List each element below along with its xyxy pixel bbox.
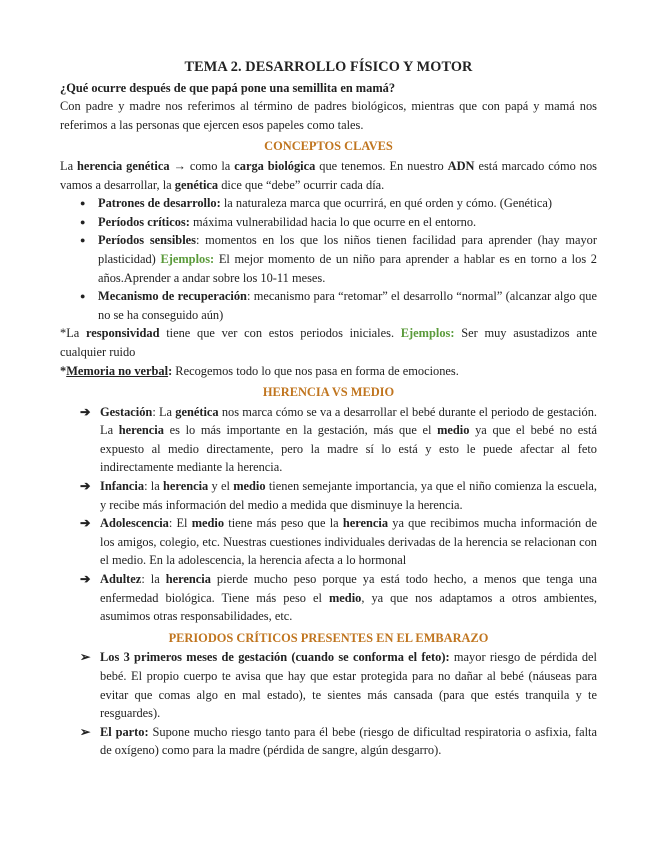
conceptos-paragraph: La herencia genética → como la carga biológica que tenemos. En nuestro ADN está marcado cómo nos vamos a desarrollar, la genética dice que “debe” ocurrir cada día. [60,158,597,192]
note-responsividad: *La responsividad tiene que ver con estos periodos iniciales. Ejemplos: Ser muy asustadizos ante cualquier ruido [60,326,597,359]
list-item: ➔ Adolescencia: El medio tiene más peso que la herencia ya que recibimos mucha información de los amigos, colegio, etc. Nuestras cuestiones individuales derivadas de la herencia se relacionan con el medio. En la adolescencia, la herencia afecta a lo hormonal [80,516,598,568]
list-item: ● Períodos críticos: máxima vulnerabilidad hacia lo que ocurre en el entorno. [98,213,597,232]
section-heading-conceptos: CONCEPTOS CLAVES [264,139,393,154]
herencia-list [60,403,597,626]
list-item: ➢ Los 3 primeros meses de gestación (cuando se conforma el feto): mayor riesgo de pérdida del bebé. El propio cuerpo te avisa que hay que estar protegida para no dañar al bebé (náuseas para evitar que comas algo en mal estado), te sientes más cansada (para que estés tranquila y te resguardes). [80,650,597,721]
arrow-icon: ➔ [80,404,91,419]
conceptos-list [60,194,597,324]
list-item: ➔ Adultez: la herencia pierde mucho peso porque ya está todo hecho, a menos que tenga una enfermedad biológica. Tiene más peso el medio, ya que nos adaptamos a otros ambientes, asumimos otras responsabilidades, etc. [80,572,597,624]
section-heading-herencia: HERENCIA VS MEDIO [262,385,395,400]
list-item: ➔ Infancia: la herencia y el medio tienen semejante importancia, ya que el niño comienza la escuela, y recibe más información del medio a medida que disminuye la herencia. [80,479,597,512]
chevron-arrow-icon: ➢ [80,650,91,665]
page-title: TEMA 2. DESARROLLO FÍSICO Y MOTOR [184,59,473,75]
list-item: ● Patrones de desarrollo: la naturaleza marca que ocurrirá, en qué orden y cómo. (Genética) [98,194,597,213]
intro-question: ¿Qué ocurre después de que papá pone una semillita en mamá? [60,80,396,95]
list-item: ● Períodos sensibles: momentos en los que los niños tienen facilidad para aprender (hay mayor plasticidad) Ejemplos: El mejor momento de un niño para aprender a hablar es en torno a los 2 años.Aprender a andar sobre los 10-11 meses. [98,231,597,287]
list-item: ➢ El parto: Supone mucho riesgo tanto para él bebe (riesgo de dificultad respiratoria o asfixia, falta de oxígeno) como para la madre (pérdida de sangre, algún desgarro). [80,724,597,758]
intro-text: Con padre y madre nos referimos al término de padres biológicos, mientras que con papá y mamá nos referimos a las personas que ejercen esos papeles como tales. [60,99,597,132]
arrow-icon: ➔ [80,479,91,494]
arrow-icon: ➔ [80,572,91,587]
arrow-icon: ➔ [80,516,91,531]
periodos-list [60,648,597,760]
list-item: ● Mecanismo de recuperación: mecanismo para “retomar” el desarrollo “normal” (alcanzar algo que no se ha conseguido aún) [98,287,597,324]
section-heading-periodos: PERIODOS CRÍTICOS PRESENTES EN EL EMBARAZO [168,630,489,645]
chevron-arrow-icon: ➢ [80,724,91,739]
note-memoria: *Memoria no verbal: Recogemos todo lo que nos pasa en forma de emociones. [60,363,459,378]
list-item: ➔ Gestación: La genética nos marca cómo se va a desarrollar el bebé durante el periodo de gestación. La herencia es lo más importante en la gestación, más que el medio ya que el bebé no está expuesto al medio directamente, pero la madre sí lo está y esto le puede afectar al feto indirectamente mediante la herencia. [80,404,597,475]
